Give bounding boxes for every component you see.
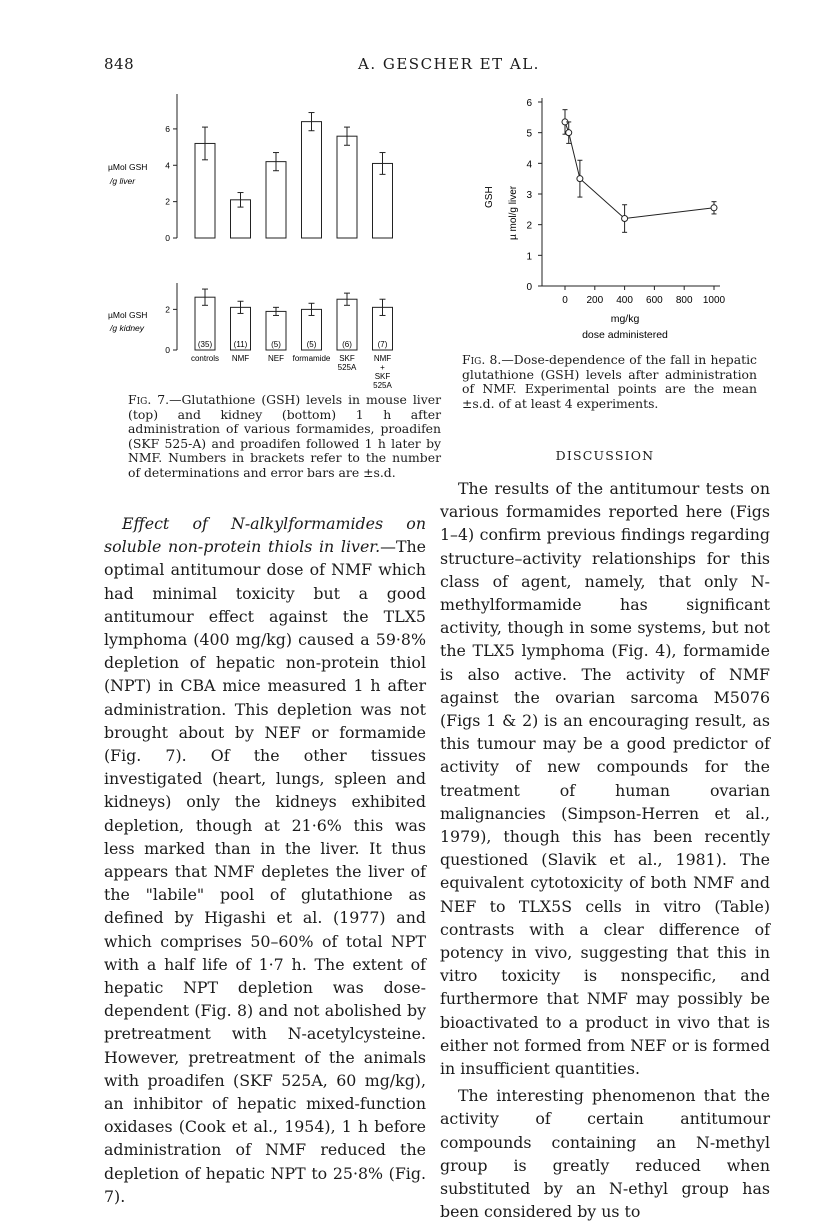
group-label: formamide bbox=[292, 354, 331, 363]
discussion-paragraph-2: The interesting phenomenon that the activity of certain antitumour compounds containing an N-methyl group is greatly reduced when substituted by an N-ethyl group has been considered by us to bbox=[440, 1086, 770, 1222]
fig8-xlabel-1: mg/kg bbox=[610, 313, 640, 325]
kidney-ylabel-1: µMol GSH bbox=[108, 310, 148, 320]
discussion-heading: DISCUSSION bbox=[555, 448, 655, 463]
group-label: NEF bbox=[268, 354, 284, 363]
kidney-ylabel-2: /g kidney bbox=[110, 323, 145, 333]
group-label: NMF bbox=[231, 354, 250, 363]
fig8-data-point bbox=[711, 205, 717, 211]
fig8-xlabel-2: dose administered bbox=[582, 329, 668, 341]
kidney-count-label: (11) bbox=[233, 340, 248, 349]
fig8-x-tick-label: 200 bbox=[586, 295, 604, 306]
fig8-ylabel-top: GSH bbox=[484, 186, 495, 208]
fig7-labels bbox=[108, 162, 147, 333]
fig7-caption-text: —Glutathione (GSH) levels in mouse liver (top) and kidney (bottom) 1 h after administration of various formamides, proadifen (SKF 525-A) and proadifen followed 1 h later by NMF. Numbers in brackets refer to the number of determinations and error bars are ±s.d. bbox=[128, 392, 441, 480]
group-label: SKF bbox=[374, 372, 391, 381]
fig8-series-line bbox=[565, 122, 714, 219]
group-label: SKF bbox=[339, 354, 355, 363]
fig8-x-tick-label: 400 bbox=[616, 295, 633, 306]
fig8-data-point bbox=[566, 130, 572, 136]
liver-y-tick-label: 2 bbox=[165, 196, 170, 207]
figure-8 bbox=[470, 90, 750, 350]
kidney-count-label: (6) bbox=[342, 340, 352, 349]
figure-7 bbox=[100, 90, 440, 390]
fig8-y-tick-label: 4 bbox=[526, 159, 532, 171]
fig8-data-point bbox=[577, 176, 583, 182]
fig8-y-tick-label: 5 bbox=[526, 128, 532, 140]
liver-bar bbox=[266, 162, 286, 238]
liver-panel bbox=[165, 94, 392, 243]
fig8-x-tick-label: 800 bbox=[675, 295, 693, 306]
fig8-caption-label: Fig. 8. bbox=[462, 352, 502, 367]
fig8-data-point bbox=[622, 216, 628, 222]
liver-ylabel-1: µMol GSH bbox=[108, 162, 148, 172]
fig8-y-tick-label: 0 bbox=[526, 282, 532, 293]
liver-y-tick-label: 4 bbox=[165, 160, 170, 171]
group-label: controls bbox=[190, 354, 220, 363]
group-label: 525A bbox=[373, 381, 392, 390]
liver-y-tick-label: 0 bbox=[165, 233, 170, 243]
fig8-caption-text: —Dose-dependence of the fall in hepatic glutathione (GSH) levels after administration of NMF. Experimental points are the mean ±s.d. of at least 4 experiments. bbox=[462, 352, 757, 411]
group-label: + bbox=[380, 363, 385, 372]
page-number: 848 bbox=[104, 55, 135, 73]
fig8-y-tick-label: 6 bbox=[526, 98, 532, 109]
fig8-y-tick-label: 2 bbox=[526, 220, 532, 232]
kidney-count-label: (5) bbox=[306, 340, 317, 349]
liver-bar bbox=[337, 136, 357, 238]
fig8-caption bbox=[462, 353, 757, 411]
fig7-caption-label: Fig. 7. bbox=[128, 392, 170, 407]
fig8-plot bbox=[526, 98, 725, 306]
liver-y-tick-label: 6 bbox=[165, 123, 170, 134]
liver-ylabel-2: /g liver bbox=[110, 176, 136, 186]
fig8-x-tick-label: 600 bbox=[646, 295, 663, 306]
kidney-count-label: (5) bbox=[271, 340, 281, 349]
fig7-caption bbox=[128, 393, 441, 481]
right-column-text bbox=[440, 477, 770, 1224]
fig8-x-tick-label: 0 bbox=[562, 295, 568, 306]
left-column-text bbox=[104, 512, 426, 1208]
kidney-count-label: (35) bbox=[197, 340, 213, 349]
fig8-x-tick-label: 1000 bbox=[702, 295, 726, 306]
liver-bar bbox=[302, 122, 322, 238]
fig8-y-tick-label: 1 bbox=[526, 251, 532, 263]
group-label: 525A bbox=[337, 363, 357, 372]
kidney-y-tick-label: 0 bbox=[165, 345, 170, 355]
group-label: NMF bbox=[373, 354, 392, 363]
kidney-y-tick-label: 2 bbox=[165, 304, 170, 315]
left-paragraph: —The optimal antitumour dose of NMF which had minimal toxicity but a good antitumour effect against the TLX5 lymphoma (400 mg/kg) caused a 59·8% depletion of hepatic non-protein thiol (NPT) in CBA mice measured 1 h after administration. This depletion was not brought about by NEF or formamide (Fig. 7). Of the other tissues investigated (heart, lungs, spleen and kidneys) only the kidneys exhibited depletion, though at 21·6% this was less marked than in the liver. It thus appears that NMF depletes the liver of the "labile" pool of glutathione as defined by Higashi et al. (1977) and which comprises 50–60% of total NPT with a half life of 1·7 h. The extent of hepatic NPT depletion was dose-dependent (Fig. 8) and not abolished by pretreatment with N-acetylcysteine. However, pretreatment of the animals with proadifen (SKF 525A, 60 mg/kg), an inhibitor of hepatic mixed-function oxidases (Cook et al., 1954), 1 h before administration of NMF reduced the depletion of hepatic NPT to 25·8% (Fig. 7). bbox=[104, 537, 426, 1206]
fig8-ylabel-bottom: µ mol/g liver bbox=[508, 185, 519, 240]
running-head: A. GESCHER ET AL. bbox=[358, 55, 540, 73]
section-subheading: Effect of N-alkylformamides on soluble non-protein thiols in liver. bbox=[104, 514, 426, 557]
kidney-count-label: (7) bbox=[377, 340, 388, 349]
discussion-paragraph-1: The results of the antitumour tests on various formamides reported here (Figs 1–4) confirm previous findings regarding structure–activity relationships for this class of agent, namely, that only N-methylformamide has significant activity, though in some systems, but not the TLX5 lymphoma (Fig. 4), formamide is also active. The activity of NMF against the ovarian sarcoma M5076 (Figs 1 & 2) is an encouraging result, as this tumour may be a good predictor of activity of new compounds for the treatment of human ovarian malignancies (Simpson-Herren et al., 1979), though this has been recently questioned (Slavik et al., 1981). The equivalent cytotoxicity of both NMF and NEF to TLX5S cells in vitro (Table) contrasts with a clear difference of potency in vivo, suggesting that this in vitro toxicity is nonspecific, and furthermore that NMF may possibly be bioactivated to a product in vivo that is either not formed from NEF or is formed in insufficient quantities. bbox=[440, 479, 770, 1079]
kidney-panel bbox=[165, 283, 392, 390]
fig8-y-tick-label: 3 bbox=[526, 190, 532, 201]
